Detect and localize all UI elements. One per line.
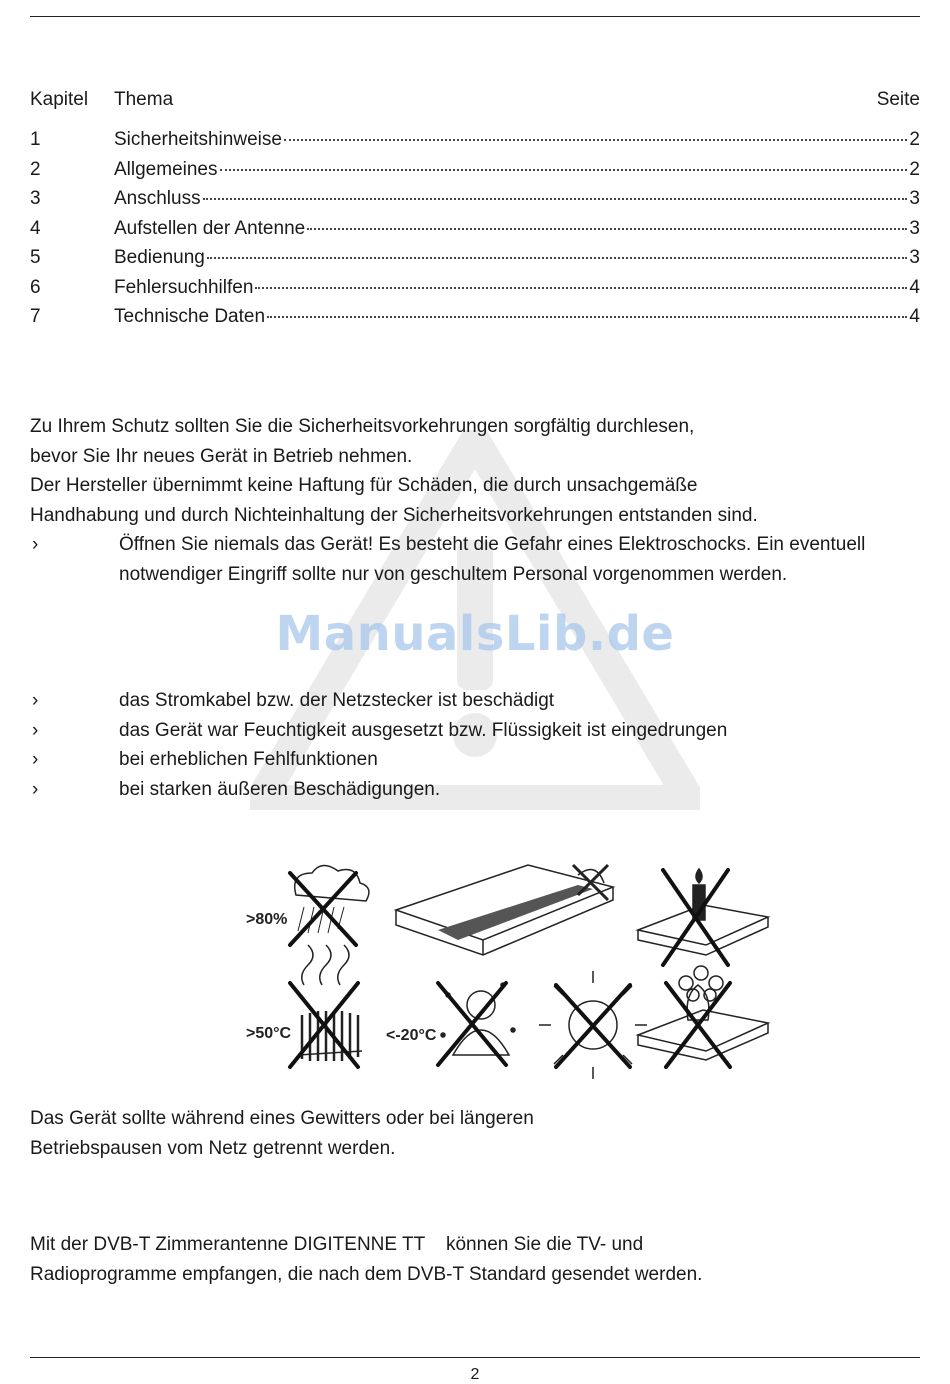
cold-label: <-20°C [386,1027,437,1044]
toc-page: 3 [909,217,920,239]
candle-on-box-icon [638,869,768,955]
bullet-mark: › [32,690,39,711]
toc-header [30,86,920,114]
bottom-rule [30,1357,920,1358]
page-number: 2 [470,1366,480,1383]
toc-number: 7 [30,306,41,327]
bullet-mark: › [32,534,39,555]
toc-leader [267,302,907,318]
toc-page: 4 [909,306,920,327]
conditions-block [30,686,920,804]
toc-number: 5 [30,247,41,268]
safety-intro-line: Der Hersteller übernimmt keine Haftung für Schäden, die durch unsachgemäße [30,475,698,496]
set-top-box-ventilation-icon [396,865,613,955]
safety-intro-line: bevor Sie Ihr neues Gerät in Betrieb nehmen. [30,445,413,467]
toc-page: 3 [909,188,920,209]
toc-title[interactable]: Technische Daten [114,306,266,327]
toc-page: 4 [909,276,920,298]
toc-row[interactable] [30,273,920,303]
toc-leader [220,155,908,171]
toc-row[interactable] [30,243,920,273]
toc-number: 6 [30,276,41,298]
list-item [30,745,920,775]
bullet-mark: › [32,749,39,770]
storm-line: Das Gerät sollte während eines Gewitters oder bei längeren [30,1108,534,1129]
toc-page: 2 [909,129,920,150]
toc-number: 1 [30,129,41,150]
toc-number: 2 [30,158,41,180]
toc-page: 2 [909,158,920,180]
flower-vase-on-box-icon [638,966,768,1060]
list-item [30,775,920,805]
toc-page: 3 [909,247,920,268]
toc-title[interactable]: Bedienung [114,247,205,268]
bullet-mark: › [32,719,39,741]
condition-text: bei erheblichen Fehlfunktionen [119,749,378,770]
watermark: ManualsLib.de [275,606,675,662]
toc-row[interactable] [30,125,920,155]
safety-intro [30,412,920,589]
table-of-contents [30,86,920,332]
toc-title[interactable]: Anschluss [114,188,201,209]
storm-note [30,1104,920,1163]
toc-number: 3 [30,188,41,209]
pictogram-graphic [238,855,778,1090]
toc-number: 4 [30,217,41,239]
toc-leader [307,214,907,230]
general-line: Radioprogramme empfangen, die nach dem DVB-T Standard gesendet werden. [30,1263,703,1285]
toc-header-topic: Thema [114,89,174,111]
heat-label: >50°C [246,1025,292,1042]
general-section [30,1230,920,1289]
list-item [30,530,920,589]
toc-leader [203,184,908,200]
toc-list [30,125,920,332]
safety-intro-line: Zu Ihrem Schutz sollten Sie die Sicherheitsvorkehrungen sorgfältig durchlesen, [30,416,695,437]
top-rule [30,16,920,17]
conditions-list [30,686,920,804]
condition-text: das Gerät war Feuchtigkeit ausgesetzt bzw. Flüssigkeit ist eingedrungen [119,719,728,741]
toc-title[interactable]: Sicherheitshinweise [114,129,282,150]
list-item [30,686,920,716]
toc-leader [284,125,908,141]
general-line: Mit der DVB-T Zimmerantenne DIGITENNE TT können Sie die TV- und [30,1234,644,1255]
safety-intro-line: Handhabung und durch Nichteinhaltung der Sicherheitsvorkehrungen entstanden sind. [30,504,758,526]
toc-leader [255,273,907,289]
toc-leader [207,243,908,259]
bullet-mark: › [32,778,39,800]
toc-title[interactable]: Aufstellen der Antenne [114,217,306,239]
toc-header-page: Seite [876,89,920,111]
toc-row[interactable] [30,184,920,214]
toc-title[interactable]: Allgemeines [114,158,218,180]
warning-pictograms [238,855,778,1090]
condition-text: das Stromkabel bzw. der Netzstecker ist beschädigt [119,690,555,711]
toc-row[interactable] [30,302,920,332]
list-item [30,716,920,746]
toc-header-chapter: Kapitel [30,89,89,111]
open-device-warning: Öffnen Sie niemals das Gerät! Es besteht die Gefahr eines Elektroschocks. Ein eventuell notwendiger Eingriff sollte nur von geschultem Personal vorgenommen werden. [119,534,866,585]
condition-text: bei starken äußeren Beschädigungen. [119,778,441,800]
storm-line: Betriebspausen vom Netz getrennt werden. [30,1137,396,1159]
toc-row[interactable] [30,155,920,185]
toc-title[interactable]: Fehlersuchhilfen [114,276,254,298]
toc-row[interactable] [30,214,920,244]
humidity-label: >80% [246,911,288,928]
warning-list [30,530,920,589]
